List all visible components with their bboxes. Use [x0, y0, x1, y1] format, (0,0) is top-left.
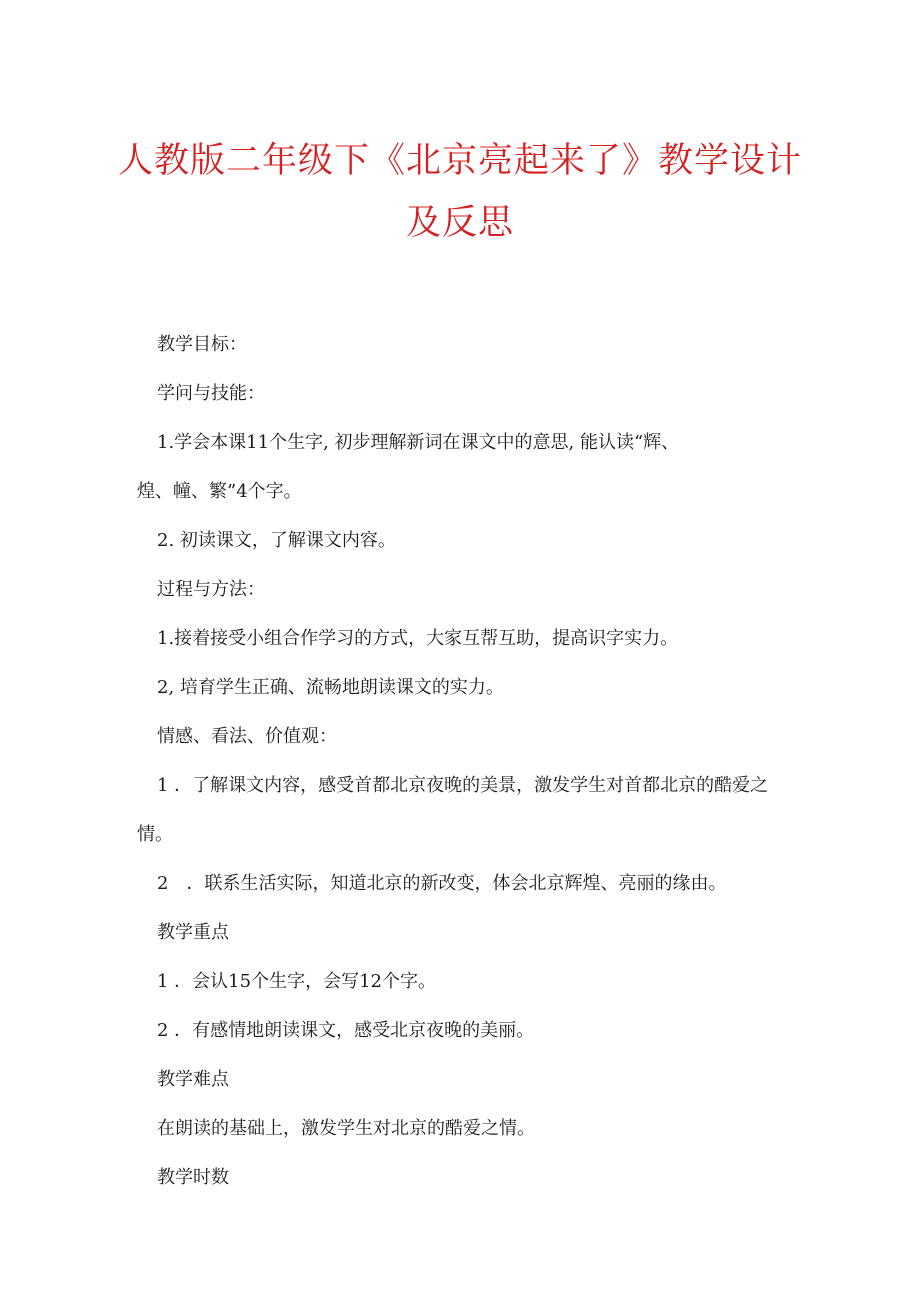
- paragraph-line: 1.接着接受小组合作学习的方式，大家互帮互助，提高识字实力。: [157, 628, 679, 649]
- paragraph-line: 2 ．有感情地朗读课文，感受北京夜晚的美丽。: [157, 1020, 535, 1041]
- paragraph-line: 2 ．联系生活实际，知道北京的新改变，体会北京辉煌、亮丽的缘由。: [157, 873, 727, 894]
- document-title-line-2: 及反思: [405, 203, 514, 243]
- paragraph-line: 1.学会本课11个生字, 初步理解新词在课文中的意思, 能认读“辉、: [157, 432, 680, 453]
- section-heading-key-points: 教学重点: [157, 922, 229, 943]
- paragraph-line: 1 ．了解课文内容，感受首都北京夜晚的美景，激发学生对首都北京的酷爱之: [157, 775, 769, 796]
- section-heading-difficulties: 教学难点: [157, 1069, 229, 1090]
- paragraph-line: 煌、幢、繁”4个字。: [137, 481, 302, 502]
- document-title-line-1: 人教版二年级下《北京亮起来了》教学设计: [117, 141, 802, 181]
- paragraph-line: 2, 培育学生正确、流畅地朗读课文的实力。: [157, 677, 504, 698]
- paragraph-line: 2. 初读课文，了解课文内容。: [157, 530, 396, 551]
- subheading-process-methods: 过程与方法：: [157, 579, 265, 600]
- subheading-knowledge-skills: 学问与技能：: [157, 383, 265, 404]
- paragraph-line: 情。: [137, 824, 173, 845]
- paragraph-line: 1 ．会认15个生字，会写12个字。: [157, 971, 436, 992]
- paragraph-line: 在朗读的基础上，激发学生对北京的酷爱之情。: [157, 1118, 535, 1139]
- subheading-emotion-values: 情感、看法、价值观：: [157, 726, 337, 747]
- section-heading-objectives: 教学目标：: [157, 334, 247, 355]
- section-heading-class-hours: 教学时数: [157, 1167, 229, 1188]
